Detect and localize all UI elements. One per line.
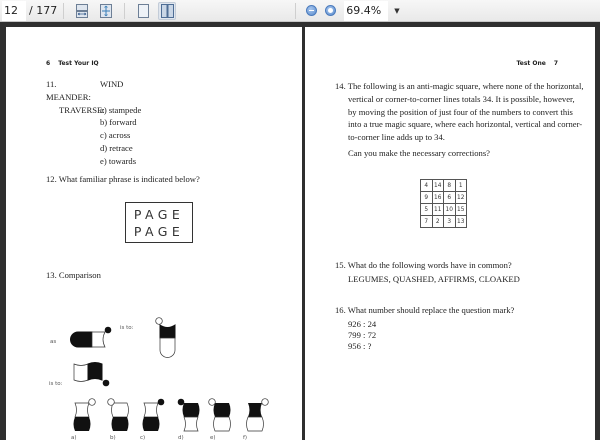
figure-vertical-capsule [156,318,175,358]
zoom-dropdown-icon[interactable]: ▼ [394,6,400,15]
zoom-level-field[interactable] [344,1,388,21]
magic-square-cell: 14 [432,180,444,192]
fit-page-icon [100,4,112,18]
q11-target-word: TRAVERSE: [59,104,105,115]
question-13: 13. Comparison [46,270,101,280]
page-number: 6 [46,60,51,67]
running-head-left [46,60,99,67]
fit-page-button[interactable] [97,2,115,20]
option-label: f) [243,435,248,440]
document-viewport[interactable] [0,22,600,440]
page-number: 7 [553,60,558,67]
pdf-toolbar [0,0,600,22]
q16-line: 926 : 24 [348,318,377,329]
q14-text: 14. The following is an anti-magic square, where none of the horizontal, vertical or corner-to-corner lines totals 34. It is possible, however, by moving the position of just four of the numbers to convert this into a true magic square, where each horizontal, vertical and corner-to-corner line adds up to 34. [335,81,584,143]
magic-square-row [421,180,467,192]
magic-square-row [421,192,467,204]
magic-square-row [421,216,467,228]
puzzle-line: PAGE [133,207,185,222]
question-16 [335,304,514,352]
single-page-icon [138,4,149,18]
magic-square-cell: 15 [455,204,467,216]
magic-square-cell: 4 [421,180,433,192]
q11-option: e) towards [100,155,137,166]
option-label: d) [178,435,184,440]
anti-magic-square [420,179,467,228]
option-label: c) [140,435,146,440]
question-12: 12. What familiar phrase is indicated below? [46,174,200,184]
magic-square-cell: 2 [432,216,444,228]
q11-pair-answer: WIND [100,79,124,89]
option-c-figure [143,399,165,431]
toolbar-divider [124,3,125,19]
magic-square-cell: 12 [455,192,467,204]
option-b-figure [108,399,129,431]
zoom-in-button[interactable] [325,5,336,16]
puzzle-line: PAGE [133,224,185,239]
page-number-input[interactable] [2,1,26,21]
option-label: b) [110,435,116,440]
zoom-out-icon [309,10,314,12]
right-page [305,27,595,440]
question-11 [46,78,141,168]
as-label: as [50,339,57,345]
question-15 [335,259,520,286]
magic-square-cell: 10 [444,204,456,216]
single-page-button[interactable] [134,2,152,20]
option-d-figure [178,399,200,431]
running-head-right [516,60,558,67]
q15-text: 15. What do the following words have in common? [335,260,512,270]
page-page-puzzle-box [125,202,193,243]
is-to-label: is to: [49,381,63,387]
q16-text: 16. What number should replace the question mark? [335,305,515,315]
is-to-label: is to: [120,325,134,331]
magic-square-cell: 13 [455,216,467,228]
option-label: e) [210,435,216,440]
figure-horizontal-capsule [71,327,112,347]
magic-square-cell: 1 [455,180,467,192]
option-label: a) [71,435,77,440]
running-head-title: Test Your IQ [58,60,99,67]
figure-flag [74,363,109,387]
zoom-level-value: 69.4% [346,4,382,17]
q16-line: 799 : 72 [348,329,377,340]
two-page-icon [161,4,174,18]
q14-prompt: Can you make the necessary corrections? [348,147,490,158]
toolbar-divider [295,3,296,19]
magic-square-cell: 6 [444,192,456,204]
two-page-button[interactable] [158,2,176,20]
q11-pair-word: 11. MEANDER: [46,79,91,102]
q16-line: 956 : ? [348,340,372,351]
question-14 [335,80,585,160]
magic-square-cell: 5 [421,204,433,216]
running-head-title: Test One [516,60,546,67]
page-total: / 177 [29,4,58,17]
option-a-figure [74,399,96,431]
zoom-out-button[interactable] [306,5,317,16]
option-e-figure [209,399,231,431]
q11-option: a) stampede [100,104,142,115]
zoom-in-icon [328,8,333,13]
q11-option: b) forward [100,117,137,128]
magic-square-cell: 8 [444,180,456,192]
q11-option: d) retrace [100,142,133,153]
magic-square-cell: 7 [421,216,433,228]
magic-square-cell: 3 [444,216,456,228]
left-page [6,27,302,440]
magic-square-row [421,204,467,216]
fit-width-icon [76,4,88,18]
toolbar-divider [63,3,64,19]
q11-option: c) across [100,130,131,141]
comparison-figures [6,292,302,440]
fit-width-button[interactable] [73,2,91,20]
magic-square-cell: 11 [432,204,444,216]
magic-square-cell: 16 [432,192,444,204]
magic-square-cell: 9 [421,192,433,204]
option-f-figure [247,399,269,431]
q15-words: LEGUMES, QUASHED, AFFIRMS, CLOAKED [348,273,520,284]
